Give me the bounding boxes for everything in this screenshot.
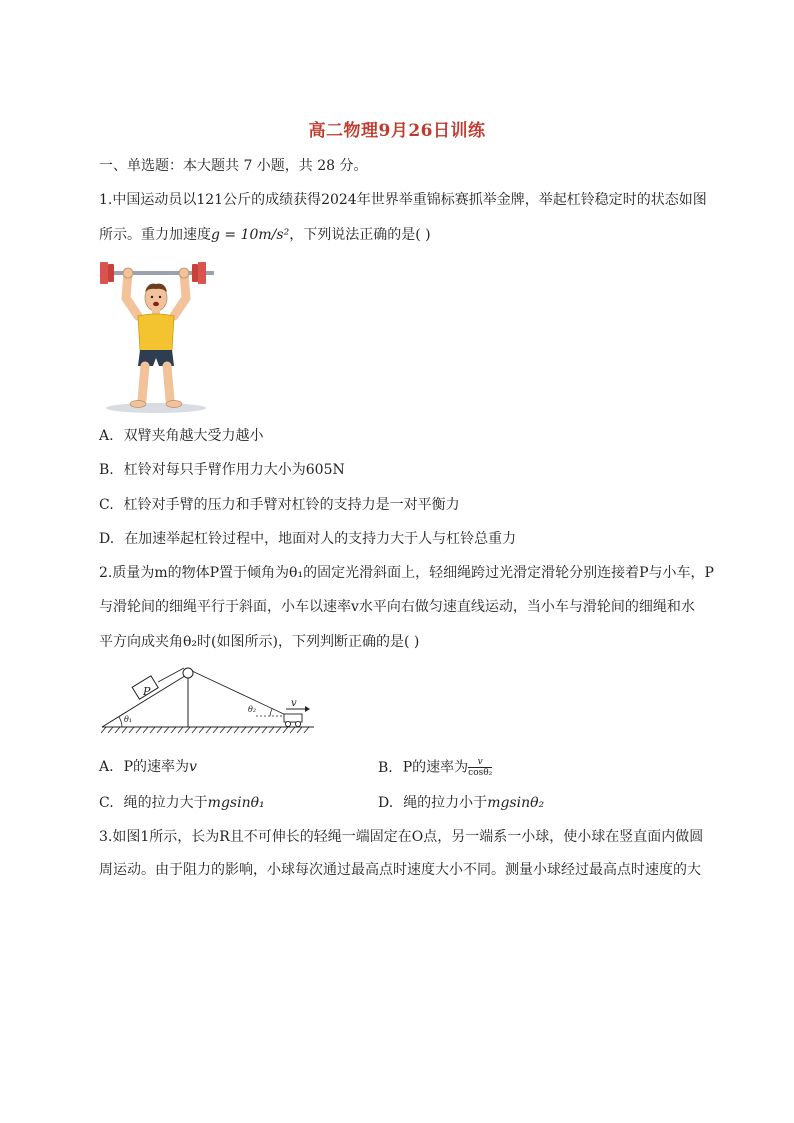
q1-option-a[interactable] — [99, 426, 264, 446]
fraction-denominator: cosθ₂ — [468, 768, 493, 778]
option-text: 在加速举起杠铃过程中，地面对人的支持力大于人与杠铃总重力 — [124, 531, 517, 547]
q3-text-line1: 3.如图1所示，长为R且不可伸长的轻绳一端固定在O点，另一端系一小球，使小球在竖直面内做圆 — [99, 829, 704, 845]
option-fraction — [468, 757, 492, 778]
velocity-label: v — [291, 698, 297, 709]
option-text: 杠铃对手臂的压力和手臂对杠铃的支持力是一对平衡力 — [123, 497, 460, 513]
incline-pulley-diagram — [98, 664, 318, 744]
q2-text-line2: 与滑轮间的细绳平行于斜面，小车以速率v水平向右做匀速直线运动，当小车与滑轮间的细绳和水 — [99, 599, 695, 615]
option-text: P的速率为 — [402, 759, 469, 776]
fraction-numerator: v — [468, 757, 492, 768]
option-text: P的速率为 — [123, 759, 189, 775]
q2-option-c[interactable] — [99, 793, 265, 813]
q2-option-a[interactable] — [99, 757, 197, 777]
q1-text-line2 — [99, 225, 431, 245]
q2-option-b[interactable] — [378, 757, 492, 778]
q3-text-line2: 周运动。由于阻力的影响，小球每次通过最高点时速度大小不同。测量小球经过最高点时速度的大 — [99, 862, 701, 878]
option-letter: D. — [378, 795, 394, 811]
option-text: 绳的拉力大于 — [123, 795, 208, 811]
weightlifter-illustration — [98, 258, 218, 414]
q1-option-d[interactable] — [99, 529, 516, 549]
q2-text-line1: 2.质量为m的物体P置于倾角为θ₁的固定光滑斜面上，轻细绳跨过光滑定滑轮分别连接着P与小车，P — [99, 565, 714, 581]
q2-text-line3: 平方向成夹角θ₂时(如图所示)，下列判断正确的是( ) — [99, 634, 420, 650]
q1-text-line1: 1.中国运动员以121公斤的成绩获得2024年世界举重锦标赛抓举金牌，举起杠铃稳定时的状态如图 — [99, 192, 707, 208]
option-letter: D. — [99, 531, 115, 547]
page-title: 高二物理9月26日训练 — [308, 121, 486, 141]
option-text: 杠铃对每只手臂作用力大小为605N — [123, 462, 345, 478]
option-text: 绳的拉力小于 — [403, 795, 488, 811]
option-letter: C. — [99, 795, 114, 811]
theta2-label: θ₂ — [248, 705, 257, 714]
q1-text-part-b: ，下列说法正确的是( ) — [289, 227, 431, 243]
q1-gravity-formula: g = 10m/s² — [211, 227, 290, 243]
option-letter: A. — [99, 428, 114, 444]
option-math: mgsinθ₁ — [207, 795, 265, 811]
option-math: mgsinθ₂ — [487, 795, 545, 811]
option-text: 双臂夹角越大受力越小 — [123, 428, 264, 444]
section-header: 一、单选题：本大题共 7 小题，共 28 分。 — [99, 158, 368, 174]
option-letter: A. — [99, 759, 114, 775]
option-letter: C. — [99, 497, 114, 513]
q1-text-part-a: 所示。重力加速度 — [99, 227, 211, 243]
q1-option-c[interactable] — [99, 495, 460, 515]
option-math: v — [188, 759, 197, 775]
block-label: P — [143, 685, 151, 698]
theta1-label: θ₁ — [124, 715, 133, 724]
option-letter: B. — [99, 462, 114, 478]
option-letter: B. — [378, 759, 393, 776]
q1-option-b[interactable] — [99, 460, 345, 480]
q2-option-d[interactable] — [378, 793, 544, 813]
